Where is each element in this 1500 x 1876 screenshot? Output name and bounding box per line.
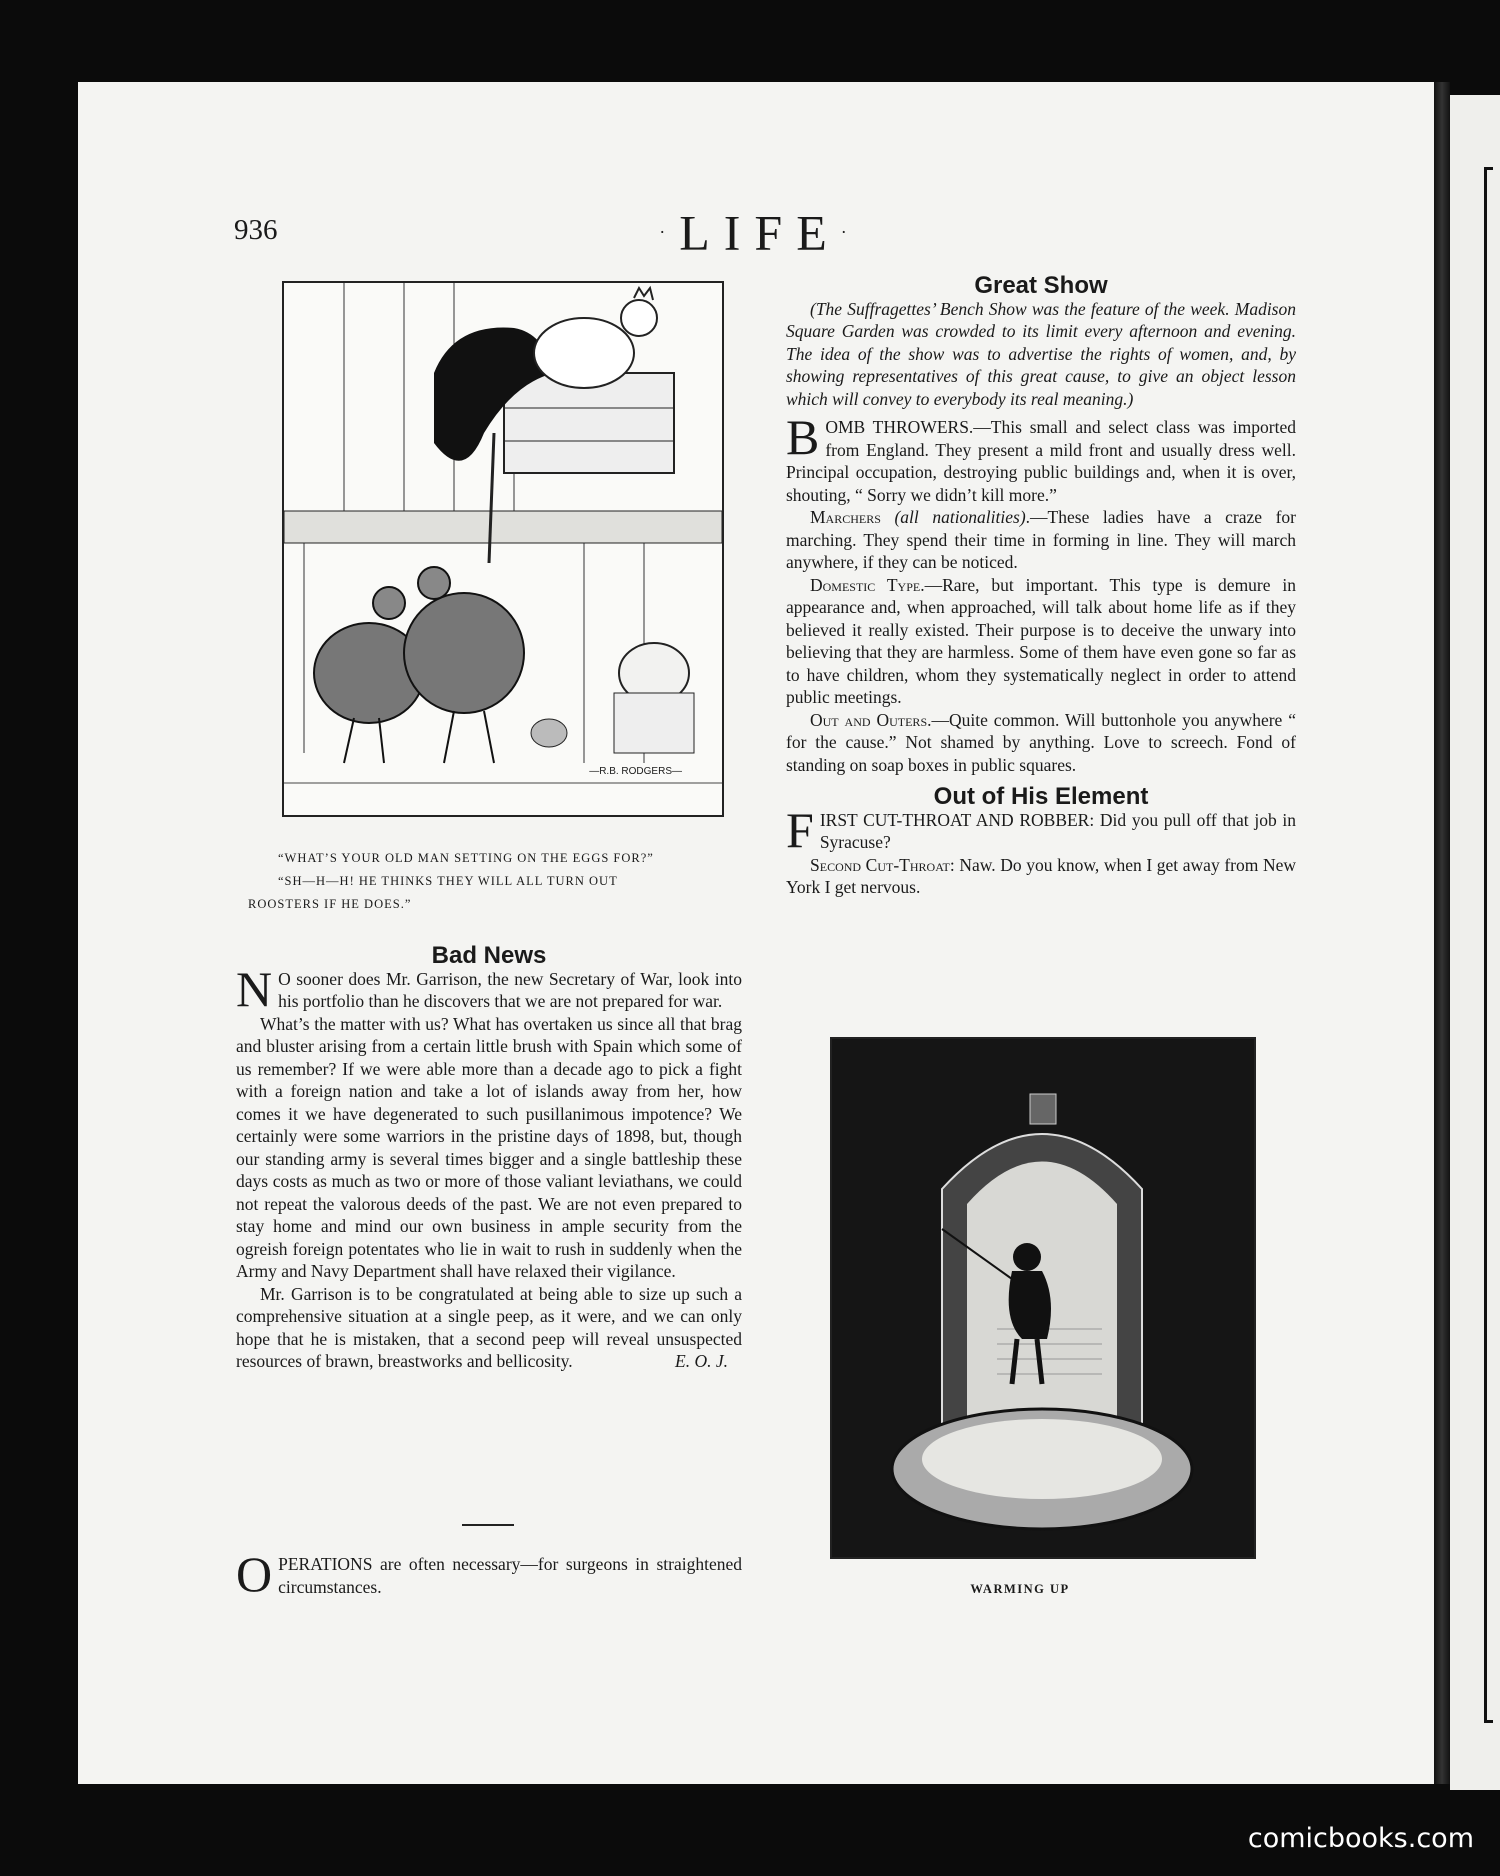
- great-show-dropcap: B: [786, 409, 820, 465]
- fireplace-illustration: [832, 1039, 1254, 1557]
- great-show-para-1: BOMB THROWERS.—This small and select class was imported from England. They present a mild front and usually dress well. Principal occupation, destroying public buildings and, when it is over, shouting, “ Sorry we didn’t kill more.”: [786, 409, 1296, 505]
- masthead-title: LIFE: [679, 204, 841, 261]
- operations-dropcap: O: [236, 1546, 273, 1602]
- bad-news-para-3: Mr. Garrison is to be congratulated at being able to size up such a comprehensive situation at a single peep, as it were, and we can only hope that he is mistaken, that a second peep will reveal unsuspected resources of brawn, breastworks and bellicosity. E. O. J.: [236, 1283, 742, 1371]
- warming-up-cartoon: [830, 1037, 1256, 1559]
- great-show-title: Great Show: [974, 272, 1108, 299]
- bad-news-article: [236, 942, 742, 1373]
- bad-news-title: Bad News: [431, 942, 547, 969]
- great-show-article: [786, 272, 1297, 899]
- great-show-para-3: Domestic Type.—Rare, but important. This type is demure in appearance and, when approached, will talk about home life as if they believed it really existed. Their purpose is to deceive the unwary into believing that they are harmless. Some of them have even gone so far as to have children, whom they systematically neglect in order to attend public meetings.: [786, 574, 1296, 707]
- out-of-element-dropcap: F: [786, 801, 814, 858]
- rooster-caption-line1: “WHAT’S YOUR OLD MAN SETTING ON THE EGGS FOR?”: [278, 851, 654, 865]
- hen-right: [404, 567, 524, 763]
- site-watermark: comicbooks.com: [1247, 1823, 1474, 1854]
- out-of-element-title: Out of His Element: [933, 783, 1149, 810]
- facing-page-border: [1484, 167, 1493, 1723]
- operations-text: PERATIONS are often necessary—for surgeons in straightened circumstances.: [278, 1554, 742, 1597]
- bad-news-para-1: N O sooner does Mr. Garrison, the new Secretary of War, look into his portfolio than he discovers that we are not prepared for war.: [236, 960, 742, 1017]
- operations-item: [236, 1546, 742, 1602]
- warming-up-caption: WARMING UP: [970, 1582, 1070, 1596]
- great-show-para-2: Marchers (all nationalities).—These ladies have a craze for marching. They spend their time in forming in line. They will march anywhere, if they can be noticed.: [786, 507, 1297, 572]
- page-number: 936: [234, 214, 278, 246]
- masthead-dot-left: ·: [659, 222, 680, 243]
- out-of-element-para-2: Second Cut-Throat: Naw. Do you know, when I get away from New York I get nervous.: [786, 854, 1296, 897]
- book-gutter: [1434, 82, 1450, 1784]
- masthead-dot-right: ·: [840, 222, 861, 243]
- rooster-caption: [248, 847, 728, 916]
- rooster-illustration: [284, 283, 722, 815]
- great-show-intro: (The Suffragettes’ Bench Show was the feature of the week. Madison Square Garden was crowded to its limit every afternoon and evening. The idea of the show was to advertise the rights of women, and, by showing representatives of this great cause, to give an object lesson which will convey to everybody its real meaning.): [786, 298, 1296, 409]
- masthead: [640, 198, 880, 262]
- section-divider: [462, 1524, 514, 1526]
- cartoon-signature: —R.B. RODGERS—: [589, 766, 682, 777]
- rooster-cartoon: [282, 281, 724, 817]
- rooster-caption-line3: ROOSTERS IF HE DOES.”: [248, 897, 412, 911]
- bad-news-para-2: What’s the matter with us? What has overtaken us since all that brag and bluster arising from a certain little brush with Spain which some of us remember? If we were able more than a decade ago to pick a fight with a foreign nation and take a lot of islands away from her, how comes it we have degenerated to such pusillanimous impotence? We certainly were some warriors in the pristine days of 1898, but, though our standing army is several times bigger and a single battleship these days costs as much as two or more of those valiant leviathans, we could not repeat the valorous deeds of the past. We are not even prepared to stay home and mind our own business in ample security from the ogreish foreign potentates who lie in wait to rush in suddenly when the Army and Navy Department shall have relaxed their vigilance.: [236, 1013, 742, 1281]
- bad-news-dropcap: N: [236, 960, 273, 1017]
- bad-news-signature: E. O. J.: [675, 1351, 728, 1371]
- great-show-para-4: Out and Outers.—Quite common. Will buttonhole you anywhere “ for the cause.” Not shamed by anything. Love to screech. Fond of standing on soap boxes in public squares.: [786, 709, 1296, 775]
- out-of-element-para-1: FIRST CUT-THROAT AND ROBBER: Did you pull off that job in Syracuse?: [786, 801, 1296, 858]
- rooster-caption-line2: “SH—H—H! HE THINKS THEY WILL ALL TURN OUT: [278, 874, 618, 888]
- facing-page-edge: [1450, 95, 1500, 1790]
